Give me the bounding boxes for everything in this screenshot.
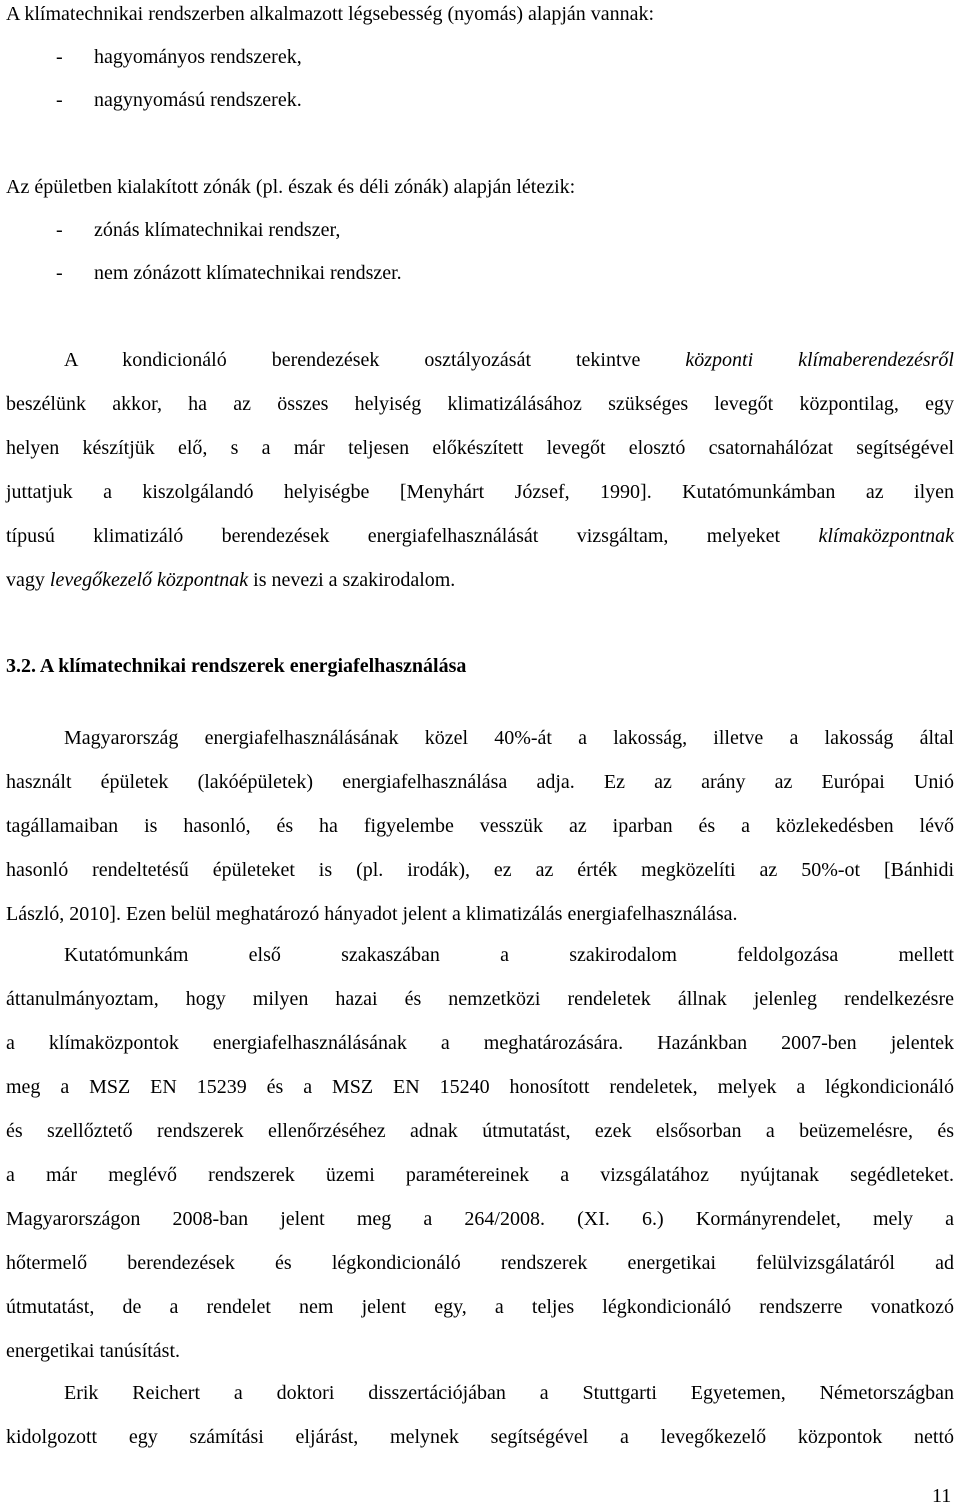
para2-line: használt épületek (lakóépületek) energiafelhasználása adja. Ez az arány az Európai Unió xyxy=(6,771,954,793)
para3-line: Kutatómunkám első szakaszában a szakirodalom feldolgozása mellett xyxy=(64,944,954,966)
para3-line: a már meglévő rendszerek üzemi paramétereinek a vizsgálatához nyújtanak segédleteket. xyxy=(6,1164,954,1186)
para2-line: Magyarország energiafelhasználásának közel 40%-át a lakosság, illetve a lakosság által xyxy=(64,727,954,749)
para2-line: László, 2010]. Ezen belül meghatározó hányadot jelent a klimatizálás energiafelhasználása. xyxy=(6,903,738,925)
para3-line: és szellőztető rendszerek ellenőrzéséhez adnak útmutatást, ezek elsősorban a beüzemelésre, és xyxy=(6,1120,954,1142)
para2-line: hasonló rendeltetésű épületeket is (pl. irodák), ez az érték megközelíti az 50%-ot [Bánhidi xyxy=(6,859,954,881)
para3-line: a klímaközpontok energiafelhasználásának a meghatározására. Hazánkban 2007-ben jelentek xyxy=(6,1032,954,1054)
para1-line: juttatjuk a kiszolgálandó helyiségbe [Menyhárt József, 1990]. Kutatómunkámban az ilyen xyxy=(6,481,954,503)
list-item-text: nem zónázott klímatechnikai rendszer. xyxy=(94,262,402,284)
para1-line: vagy levegőkezelő központnak is nevezi a szakirodalom. xyxy=(6,569,456,591)
section-heading xyxy=(6,654,466,678)
list-item xyxy=(56,218,340,242)
dash-bullet: - xyxy=(56,262,63,284)
list-item-text: zónás klímatechnikai rendszer, xyxy=(94,219,341,241)
list-item xyxy=(56,261,402,285)
list-item-text: hagyományos rendszerek, xyxy=(94,46,302,68)
para1-line: A kondicionáló berendezések osztályozását tekintve központi klímaberendezésről xyxy=(64,349,954,371)
list-item xyxy=(56,88,302,112)
para1-line: típusú klimatizáló berendezések energiafelhasználását vizsgáltam, melyeket klímaközpontnak xyxy=(6,525,954,547)
dash-bullet: - xyxy=(56,219,63,241)
para3-line: energetikai tanúsítást. xyxy=(6,1340,181,1362)
intro-lead: A klímatechnikai rendszerben alkalmazott légsebesség (nyomás) alapján vannak: xyxy=(6,3,655,25)
list-item xyxy=(56,45,302,69)
section-title: A klímatechnikai rendszerek energiafelhasználása xyxy=(39,655,467,677)
para4-line: kidolgozott egy számítási eljárást, melynek segítségével a levegőkezelő központok nettó xyxy=(6,1426,954,1448)
para2-line: tagállamaiban is hasonló, és ha figyelembe vesszük az iparban és a közlekedésben lévő xyxy=(6,815,954,837)
list-item-text: nagynyomású rendszerek. xyxy=(94,89,302,111)
dash-bullet: - xyxy=(56,89,63,111)
section-number: 3.2. xyxy=(6,655,36,677)
para3-line: Magyarországon 2008-ban jelent meg a 264/2008. (XI. 6.) Kormányrendelet, mely a xyxy=(6,1208,954,1230)
para3-line: meg a MSZ EN 15239 és a MSZ EN 15240 honosított rendeletek, melyek a légkondicionáló xyxy=(6,1076,954,1098)
para1-line: helyen készítjük elő, s a már teljesen előkészített levegőt elosztó csatornahálózat segítségével xyxy=(6,437,954,459)
zones-lead: Az épületben kialakított zónák (pl. észak és déli zónák) alapján létezik: xyxy=(6,176,576,198)
para3-line: hőtermelő berendezések és légkondicionáló rendszerek energetikai felülvizsgálatáról ad xyxy=(6,1252,954,1274)
page-number: 11 xyxy=(932,1485,952,1507)
para3-line: áttanulmányoztam, hogy milyen hazai és nemzetközi rendeletek állnak jelenleg rendelkezésre xyxy=(6,988,954,1010)
dash-bullet: - xyxy=(56,46,63,68)
para4-line: Erik Reichert a doktori disszertációjában a Stuttgarti Egyetemen, Németországban xyxy=(64,1382,954,1404)
para1-line: beszélünk akkor, ha az összes helyiség klimatizálásához szükséges levegőt központilag, egy xyxy=(6,393,954,415)
para3-line: útmutatást, de a rendelet nem jelent egy, a teljes légkondicionáló rendszerre vonatkozó xyxy=(6,1296,954,1318)
